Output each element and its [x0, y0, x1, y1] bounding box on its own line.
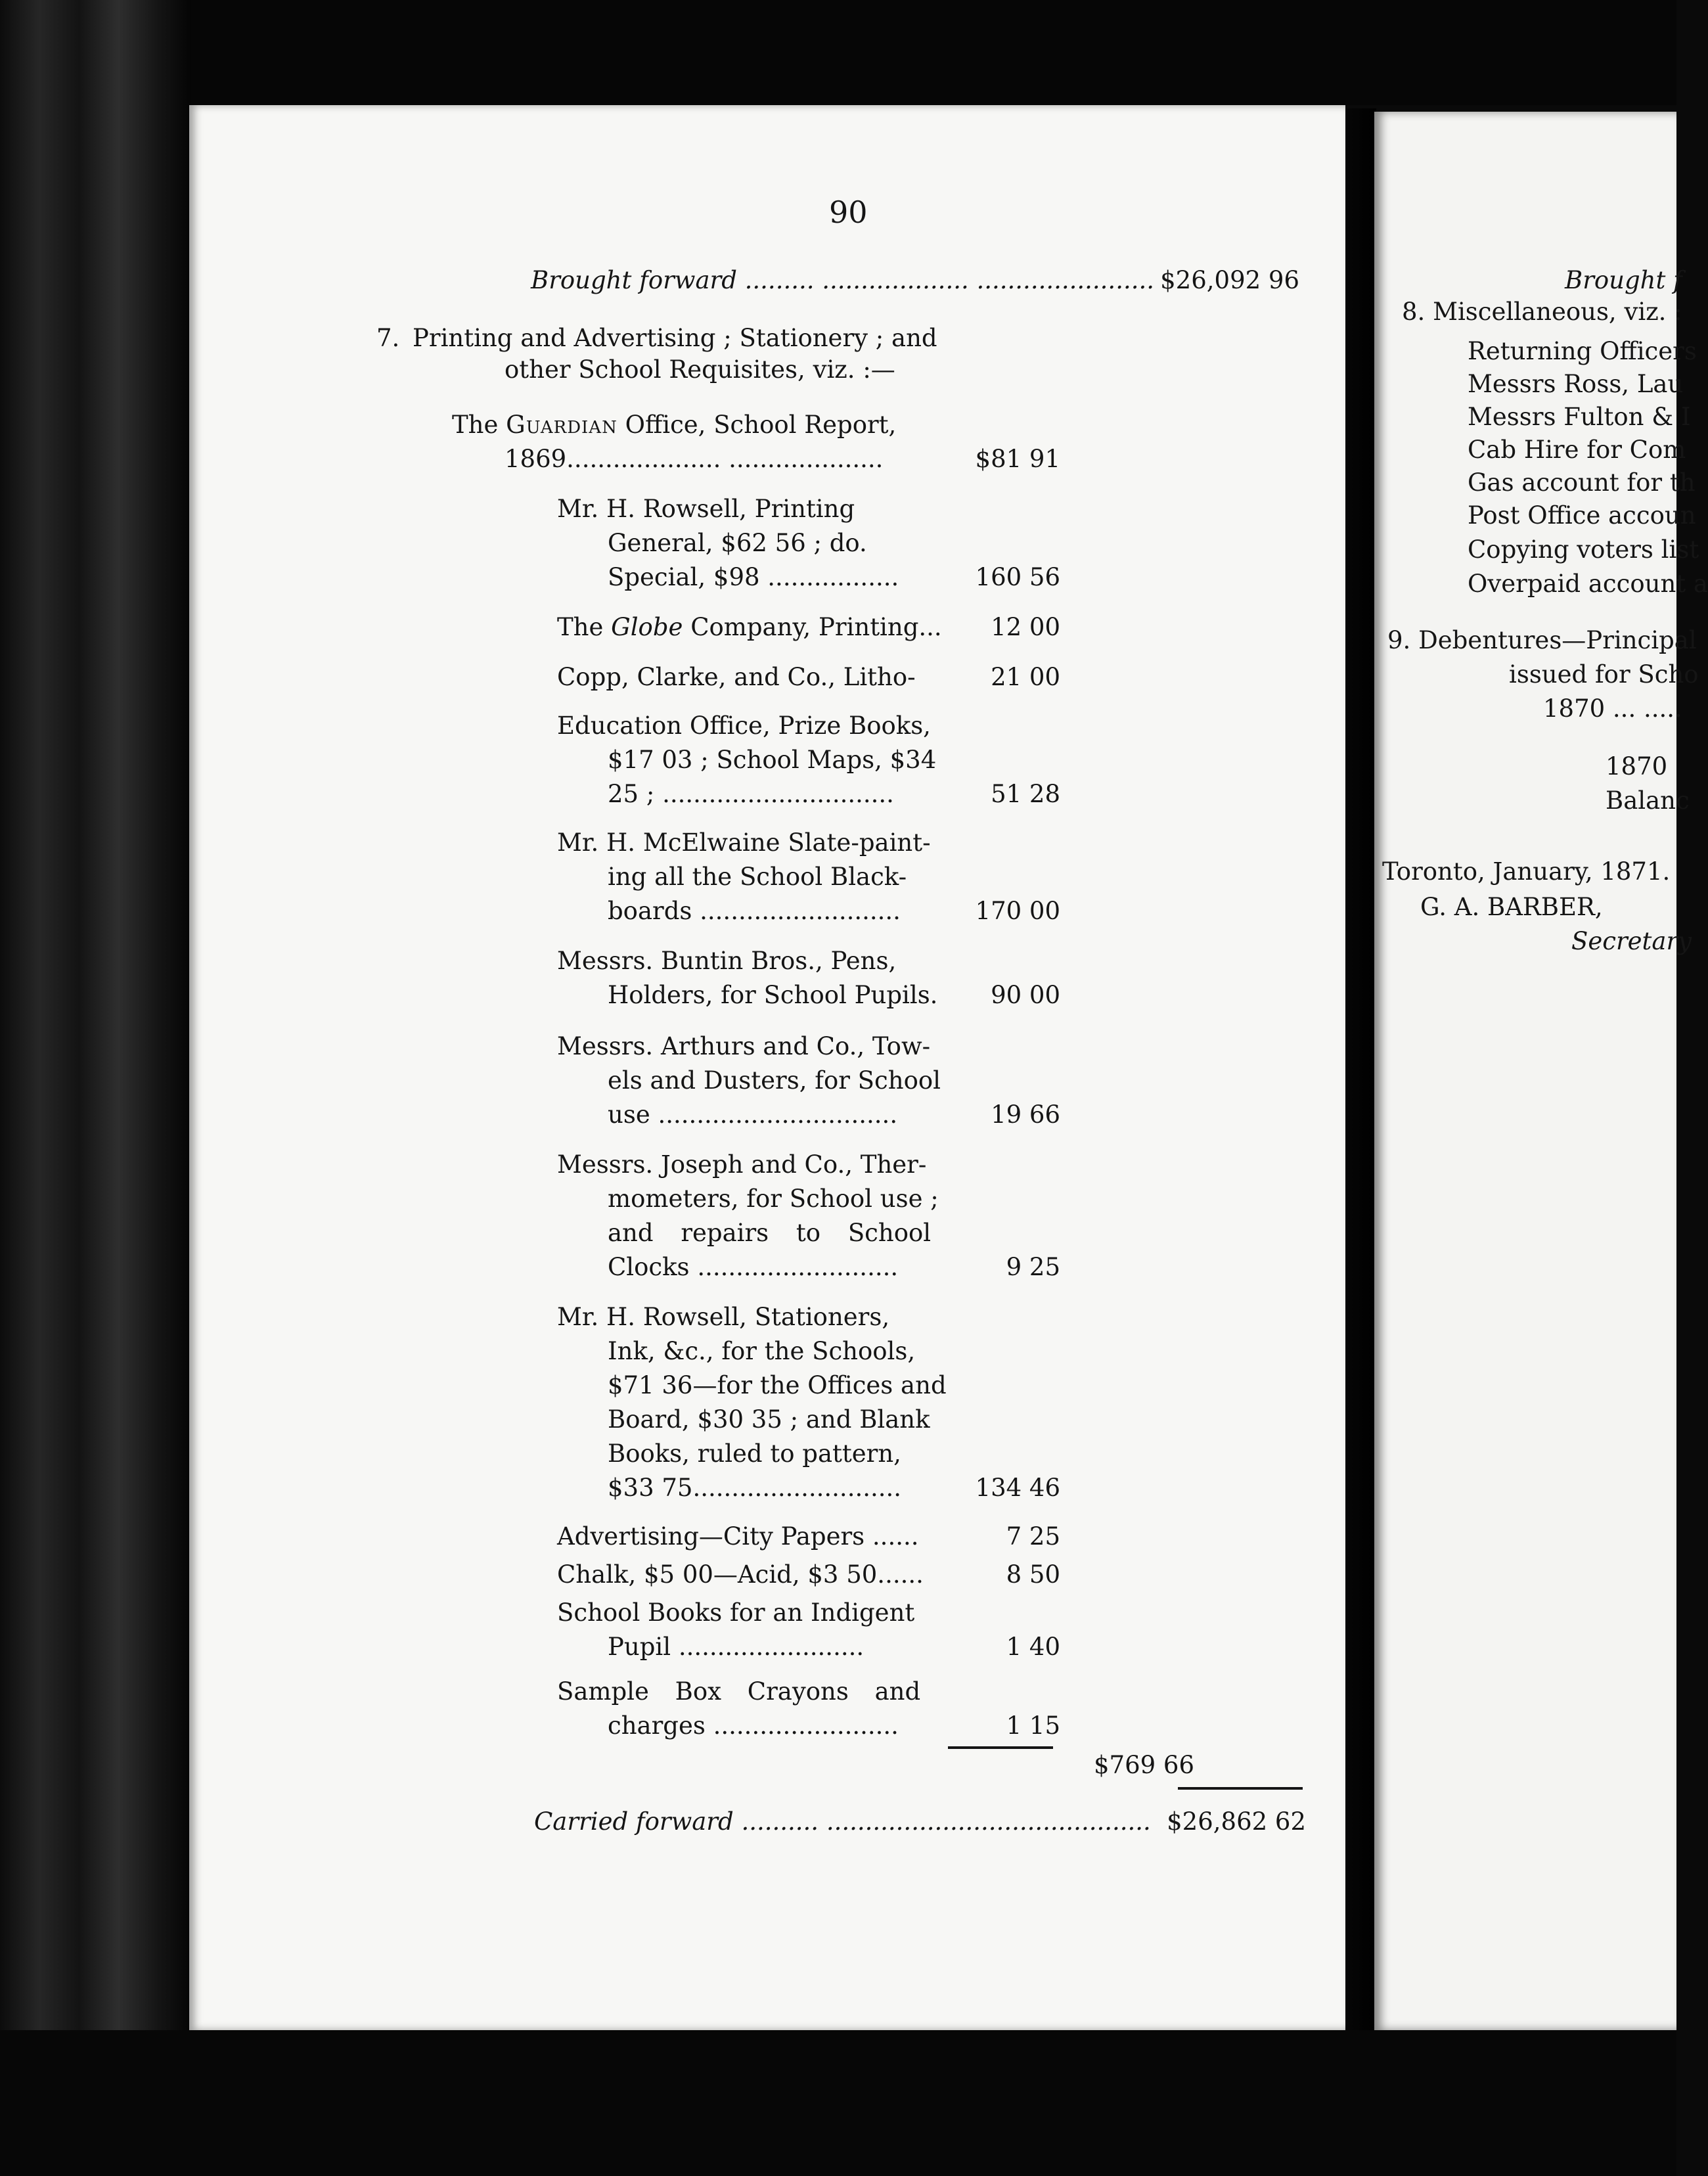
entry-rowsell-stationers-line4: Board, $30 35 ; and Blank — [608, 1405, 930, 1434]
brought-forward-label: Brought forward ......... ................... ....................... — [531, 266, 1154, 294]
subtotal-rule — [948, 1746, 1053, 1749]
right-balance: Balanc — [1606, 786, 1690, 815]
entry-arthurs-line1: Messrs. Arthurs and Co., Tow- — [557, 1032, 931, 1060]
entry-advertising-amount: 7 25 — [1006, 1522, 1060, 1551]
entry-mcelwaine-amount: 170 00 — [975, 897, 1060, 925]
entry-buntin-line2: Holders, for School Pupils. — [608, 981, 938, 1009]
entry-rowsell-stationers-line6: $33 75........................... — [608, 1474, 902, 1502]
section-number: 7. — [376, 324, 400, 352]
carried-forward-label: Carried forward .......... .......................................... — [534, 1807, 1151, 1836]
section-heading-line2: other School Requisites, viz. :— — [505, 355, 895, 384]
right-brought-forward: Brought f — [1565, 266, 1682, 294]
right-item-returning-officers: Returning Officers — [1468, 337, 1697, 365]
entry-rowsell-printing-line3: Special, $98 ................. — [608, 563, 899, 591]
section-heading-line1: Printing and Advertising ; Stationery ; and — [413, 324, 937, 352]
brought-forward-amount: $26,092 96 — [1160, 266, 1299, 294]
entry-globe: The Globe Company, Printing... — [557, 613, 942, 641]
entry-chalk-amount: 8 50 — [1006, 1560, 1060, 1589]
entry-rowsell-stationers-line3: $71 36—for the Offices and — [608, 1371, 947, 1399]
page-number: 90 — [829, 194, 868, 230]
entry-crayons-line2: charges ........................ — [608, 1711, 899, 1740]
section-total: $769 66 — [1093, 1751, 1194, 1779]
right-1870-line: 1870 — [1606, 752, 1668, 781]
entry-guardian-amount: $81 91 — [975, 445, 1060, 473]
right-item-cab-hire: Cab Hire for Com — [1468, 436, 1686, 464]
entry-joseph-line2: mometers, for School use ; — [608, 1185, 939, 1213]
entry-advertising: Advertising—City Papers ...... — [557, 1522, 919, 1551]
entry-mcelwaine-line3: boards .......................... — [608, 897, 901, 925]
entry-guardian-line2: 1869.................... .................... — [505, 445, 884, 473]
right-place-date: Toronto, January, 1871. — [1382, 857, 1671, 886]
entry-chalk: Chalk, $5 00—Acid, $3 50...... — [557, 1560, 924, 1589]
entry-rowsell-stationers-line1: Mr. H. Rowsell, Stationers, — [557, 1303, 890, 1331]
right-item-copying: Copying voters list — [1468, 535, 1699, 564]
entry-education-line1: Education Office, Prize Books, — [557, 712, 931, 740]
entry-crayons-line1: Sample Box Crayons and — [557, 1677, 921, 1706]
entry-rowsell-printing-line2: General, $62 56 ; do. — [608, 529, 867, 557]
entry-buntin-amount: 90 00 — [991, 981, 1060, 1009]
right-item-gas: Gas account for th — [1468, 468, 1696, 497]
entry-indigent-amount: 1 40 — [1006, 1633, 1060, 1661]
scan-background-top — [0, 0, 1676, 105]
left-page — [189, 105, 1345, 2030]
entry-indigent-line2: Pupil ........................ — [608, 1633, 865, 1661]
entry-arthurs-amount: 19 66 — [991, 1100, 1060, 1129]
entry-rowsell-stationers-amount: 134 46 — [975, 1474, 1060, 1502]
entry-joseph-line1: Messrs. Joseph and Co., Ther- — [557, 1150, 927, 1179]
entry-rowsell-printing-amount: 160 56 — [975, 563, 1060, 591]
right-signer: G. A. BARBER, — [1420, 893, 1603, 921]
entry-mcelwaine-line2: ing all the School Black- — [608, 863, 907, 891]
entry-joseph-amount: 9 25 — [1006, 1253, 1060, 1281]
right-section-9-line3: 1870 ... ..... — [1543, 694, 1682, 723]
entry-mcelwaine-line1: Mr. H. McElwaine Slate-paint- — [557, 828, 931, 857]
entry-crayons-amount: 1 15 — [1006, 1711, 1060, 1740]
entry-education-line3: 25 ; .............................. — [608, 780, 894, 808]
book-binding-edge — [0, 0, 191, 2176]
entry-globe-amount: 12 00 — [991, 613, 1060, 641]
right-section-9-line1: 9. Debentures—Principal — [1387, 626, 1697, 654]
right-item-post-office: Post Office accoun — [1468, 501, 1696, 530]
right-section-8: 8. Miscellaneous, viz. : — [1402, 298, 1682, 326]
entry-copp-clarke-amount: 21 00 — [991, 663, 1060, 691]
right-page — [1374, 112, 1708, 2030]
entry-indigent-line1: School Books for an Indigent — [557, 1598, 915, 1627]
entry-arthurs-line3: use ............................... — [608, 1100, 898, 1129]
entry-education-line2: $17 03 ; School Maps, $34 — [608, 746, 937, 774]
total-rule — [1178, 1787, 1303, 1790]
right-signer-title: Secretary — [1571, 927, 1692, 955]
entry-joseph-line3: and repairs to School — [608, 1219, 932, 1247]
entry-education-amount: 51 28 — [991, 780, 1060, 808]
entry-joseph-line4: Clocks .......................... — [608, 1253, 899, 1281]
entry-copp-clarke: Copp, Clarke, and Co., Litho- — [557, 663, 916, 691]
right-item-overpaid: Overpaid account a — [1468, 570, 1708, 598]
entry-guardian-line1: The Guardian Office, School Report, — [452, 411, 897, 439]
entry-arthurs-line2: els and Dusters, for School — [608, 1066, 941, 1095]
right-item-fulton: Messrs Fulton & I — [1468, 403, 1691, 431]
entry-buntin-line1: Messrs. Buntin Bros., Pens, — [557, 947, 897, 975]
entry-rowsell-stationers-line2: Ink, &c., for the Schools, — [608, 1337, 916, 1365]
right-section-9-line2: issued for Scho — [1509, 660, 1699, 689]
entry-rowsell-printing-line1: Mr. H. Rowsell, Printing — [557, 495, 855, 523]
scan-background-bottom — [0, 2030, 1676, 2176]
carried-forward-amount: $26,862 62 — [1167, 1807, 1306, 1836]
entry-rowsell-stationers-line5: Books, ruled to pattern, — [608, 1439, 901, 1468]
right-item-ross: Messrs Ross, Lau — [1468, 370, 1684, 398]
